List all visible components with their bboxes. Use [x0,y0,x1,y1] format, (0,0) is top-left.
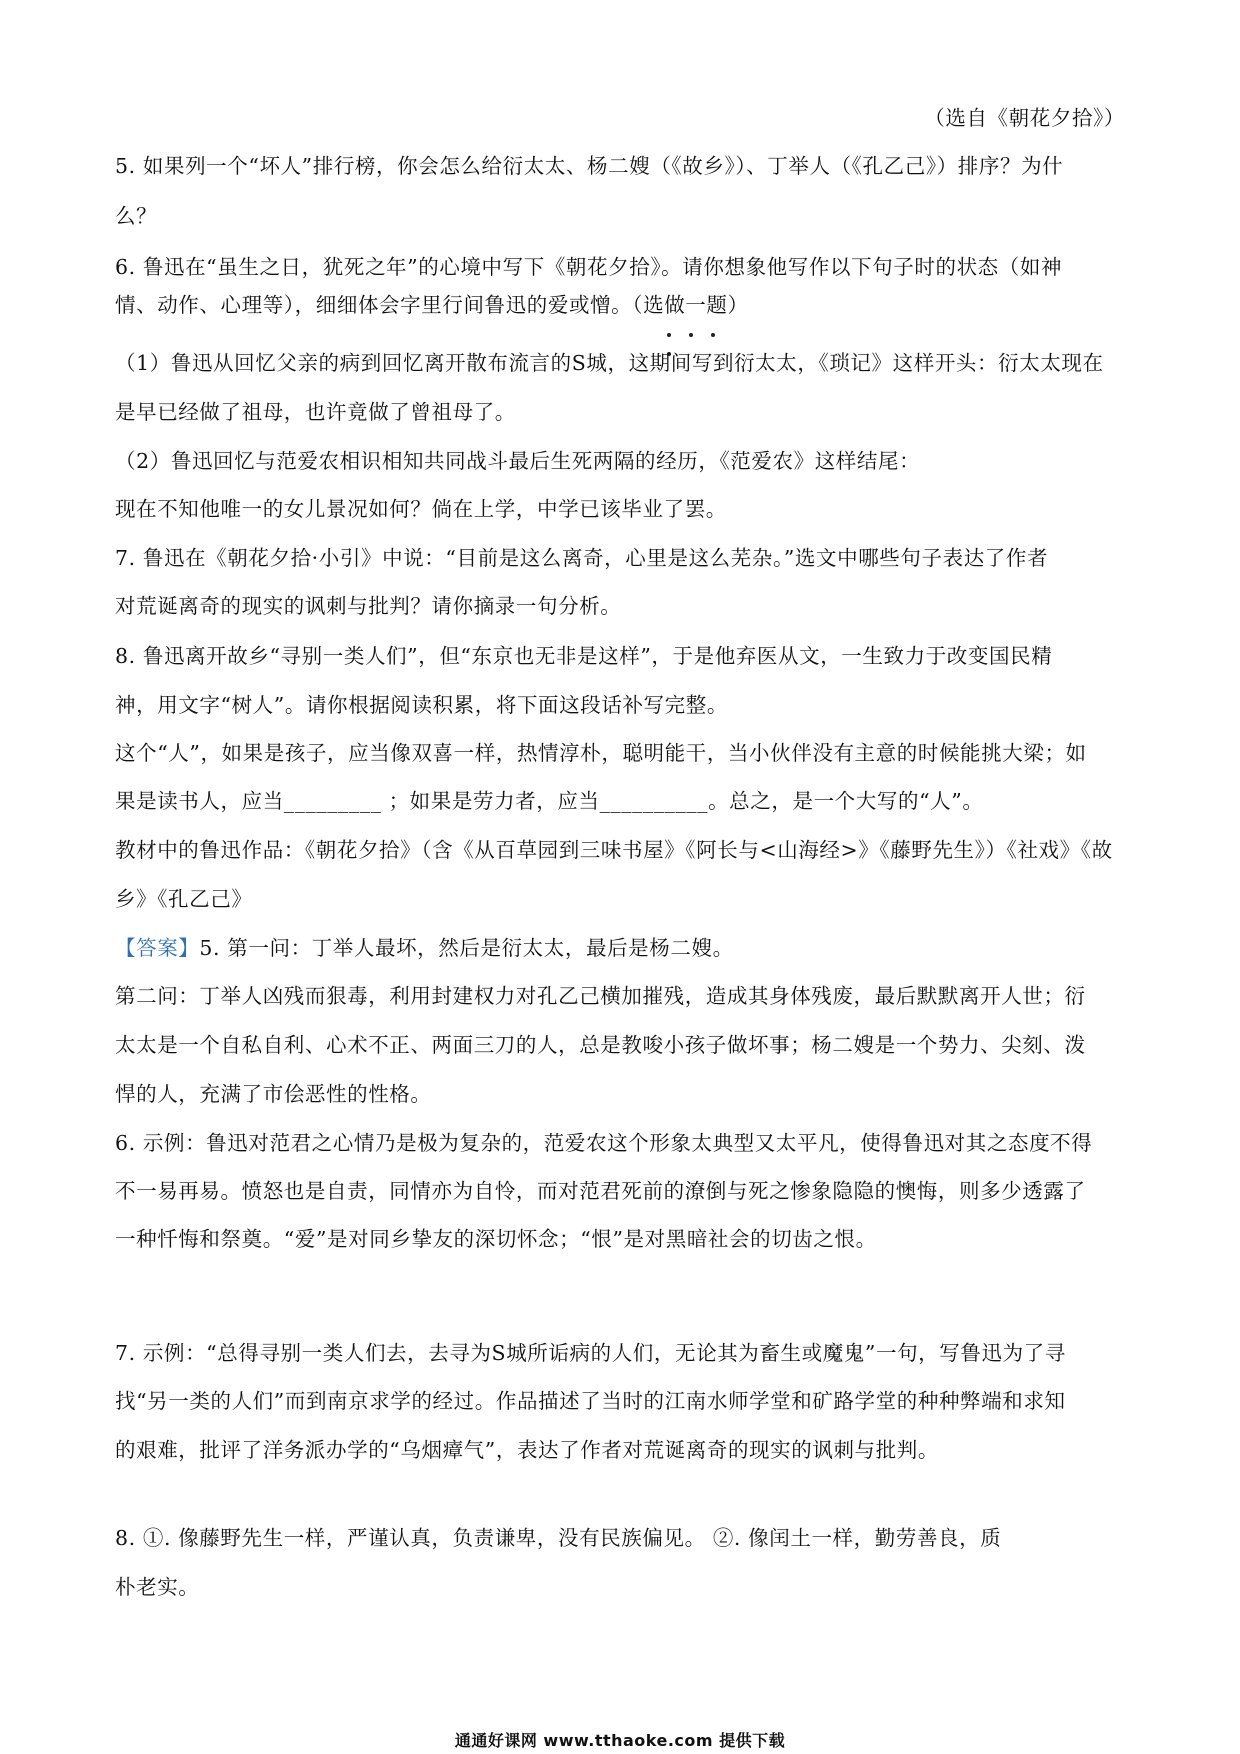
question-8-line-4: 果是读书人，应当_________ ；如果是劳力者，应当__________。总之，是一个大写的“人”。 [115,789,984,813]
answer-7-line-2: 找“另一类的人们”而到南京求学的经过。作品描述了当时的江南水师学堂和矿路学堂的种种弊端和求知 [115,1389,1066,1413]
answer-6-line-2: 不一易再易。愤怒也是自责，同情亦为自怜，而对范君死前的潦倒与死之惨象隐隐的懊悔，则多少透露了 [115,1179,1086,1203]
answer-7-line-3: 的艰难，批评了洋务派办学的“乌烟瘴气”，表达了作者对荒诞离奇的现实的讽刺与批判。 [115,1438,939,1462]
answer-8-line-1: 8. ①. 像藤野先生一样，严谨认真，负责谦卑，没有民族偏见。 ②. 像闰土一样，勤劳善良，质 [115,1526,1002,1550]
question-6-option-2-line-1: （2）鲁迅回忆与范爱农相识相知共同战斗最后生死两隔的经历，《范爱农》这样结尾： [115,449,921,473]
answer-6-line-3: 一种忏悔和祭奠。“爱”是对同乡挚友的深切怀念；“恨”是对黑暗社会的切齿之恨。 [115,1227,877,1251]
answer-line-1 [115,933,1130,963]
answer-5-line-2: 第二问：丁举人凶残而狠毒，利用封建权力对孔乙己横加摧残，造成其身体残废，最后默默离开人世；衍 [115,984,1086,1008]
question-7-line-1: 7. 鲁迅在《朝花夕拾·小引》中说：“目前是这么离奇，心里是这么芜杂。”选文中哪些句子表达了作者 [115,546,1049,570]
answer-8-line-2: 朴老实。 [115,1575,200,1599]
question-6-line-2: 情、动作、心理等），细细体会字里行间鲁迅的爱或憎。（选做一题） [115,293,749,317]
textbook-works-line-2: 乡》《孔乙己》 [115,887,253,911]
answer-6-line-1: 6. 示例：鲁迅对范君之心情乃是极为复杂的，范爱农这个形象太典型又太平凡，使得鲁迅对其之态度不得 [115,1131,1093,1155]
question-7-line-2: 对荒诞离奇的现实的讽刺与批判？请你摘录一句分析。 [115,594,622,618]
answer-5-line-3: 太太是一个自私自利、心术不正、两面三刀的人，总是教唆小孩子做坏事；杨二嫂是一个势力、尖刻、泼 [115,1033,1086,1057]
emphasis-dots [667,322,747,330]
answer-5-line-4: 悍的人，充满了市侩恶性的性格。 [115,1082,432,1106]
question-6-line-1: 6. 鲁迅在“虽生之日，犹死之年”的心境中写下《朝花夕拾》。请你想象他写作以下句子时的状态（如神 [115,255,1063,279]
textbook-works-line-1: 教材中的鲁迅作品：《朝花夕拾》（含《从百草园到三味书屋》《阿长与<山海经>》《藤野先生》）《社戏》《故 [115,838,1113,862]
question-6-option-1-line-1: （1）鲁迅从回忆父亲的病到回忆离开散布流言的S城，这期间写到衍太太，《琐记》这样开头：衍太太现在 [115,351,1104,375]
answer-7-line-1: 7. 示例：“总得寻别一类人们去，去寻为S城所诟病的人们，无论其为畜生或魔鬼”一句，写鲁迅为了寻 [115,1341,1066,1365]
question-5-line-2: 么？ [115,204,158,228]
question-5-line-1: 5. 如果列一个“坏人”排行榜，你会怎么给衍太太、杨二嫂（《故乡》）、丁举人（《孔乙己》）排序？为什 [115,154,1064,178]
answer-5-first: 5. 第一问：丁举人最坏，然后是衍太太，最后是杨二嫂。 [199,936,734,960]
question-8-line-3: 这个“人”，如果是孩子，应当像双喜一样，热情淳朴，聪明能干，当小伙伴没有主意的时候能挑大梁；如 [115,741,1087,765]
footer-watermark: 通通好课网 www.tthaoke.com 提供下载 [454,1731,786,1750]
question-8-line-1: 8. 鲁迅离开故乡“寻别一类人们”，但“东京也无非是这样”，于是他弃医从文，一生致力于改变国民精 [115,644,1053,668]
question-6-option-2-line-2: 现在不知他唯一的女儿景况如何？倘在上学，中学已该毕业了罢。 [115,497,727,521]
question-8-line-2: 神，用文字“树人”。请你根据阅读积累，将下面这段话补写完整。 [115,693,728,717]
question-6-option-1-line-2: 是早已经做了祖母，也许竟做了曾祖母了。 [115,400,516,424]
source-citation: （选自《朝花夕拾》） [924,106,1125,130]
answer-tag: 【答案】 [115,936,200,960]
